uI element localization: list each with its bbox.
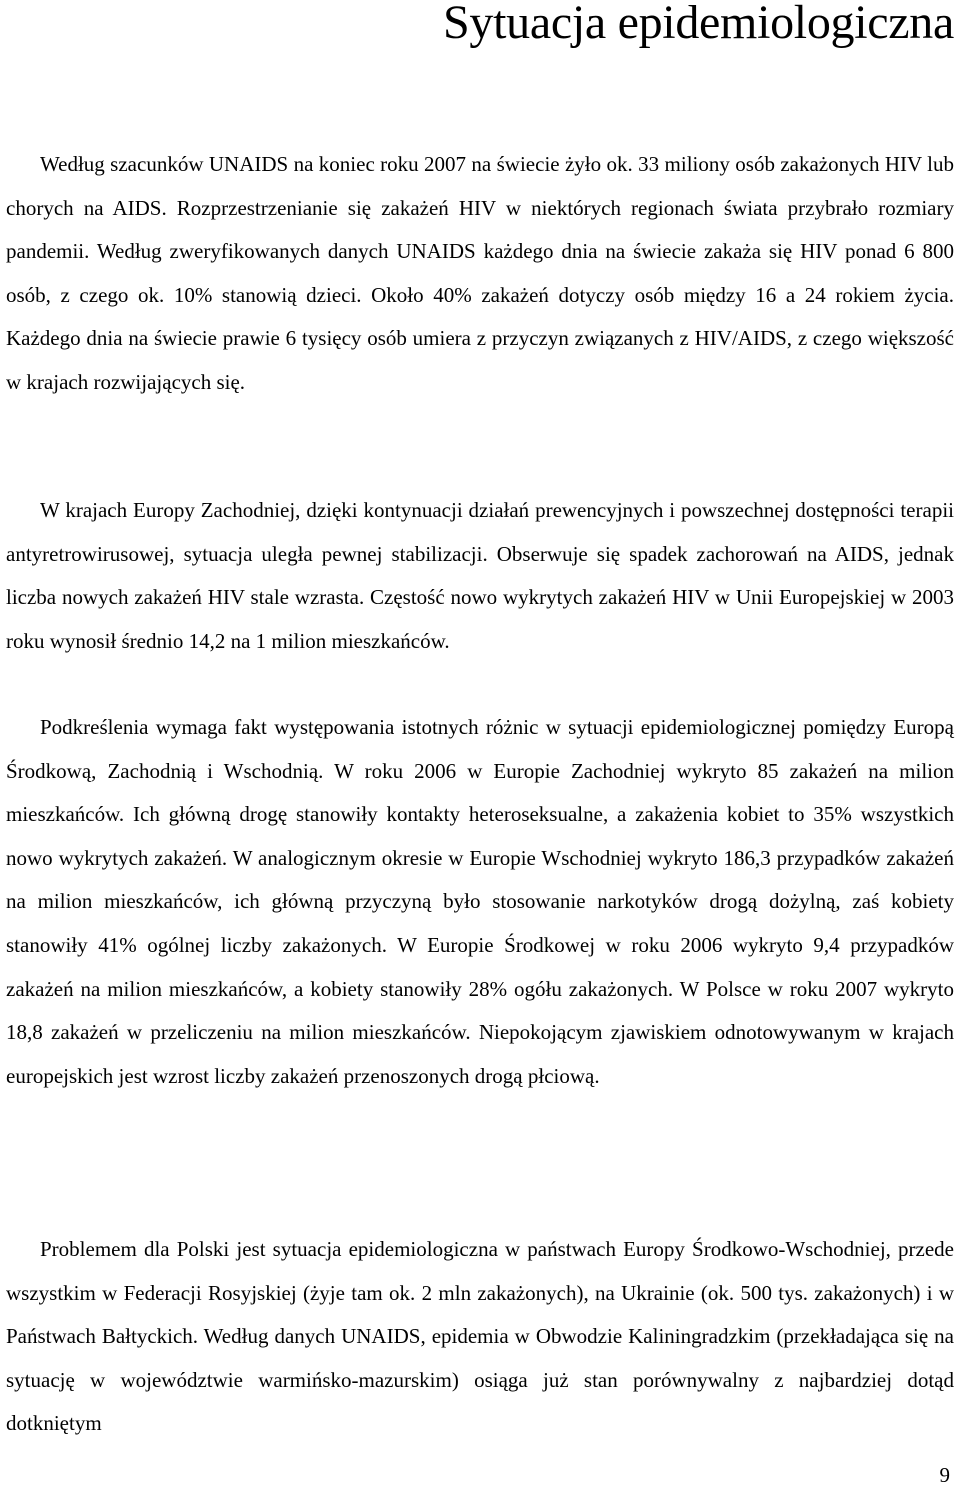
page-title: Sytuacja epidemiologiczna — [443, 0, 954, 49]
paragraph-western-europe: W krajach Europy Zachodniej, dzięki kontynuacji działań prewencyjnych i powszechnej dostępności terapii antyretrowirusowej, sytuacja uległa pewnej stabilizacji. Obserwuje się spadek zachorowań na AIDS, jednak liczba nowych zakażeń HIV stale wzrasta. Częstość nowo wykrytych zakażeń HIV w Unii Europejskiej w 2003 roku wynosił średnio 14,2 na 1 milion mieszkańców. — [6, 498, 954, 653]
paragraph-poland-problem: Problemem dla Polski jest sytuacja epidemiologiczna w państwach Europy Środkowo-Wschodniej, przede wszystkim w Federacji Rosyjskiej (żyje tam ok. 2 mln zakażonych), na Ukrainie (ok. 500 tys. zakażonych) i w Państwach Bałtyckich. Według danych UNAIDS, epidemia w Obwodzie Kaliningradzkim (przekładająca się na sytuację w województwie warmińsko-mazurskim) osiąga już stan porównywalny z najbardziej dotąd dotkniętym — [6, 1237, 954, 1436]
paragraph-global-situation: Według szacunków UNAIDS na koniec roku 2007 na świecie żyło ok. 33 miliony osób zakażonych HIV lub chorych na AIDS. Rozprzestrzenianie się zakażeń HIV w niektórych regionach świata przybrało rozmiary pandemii. Według zweryfikowanych danych UNAIDS każdego dnia na świecie zakaża się HIV ponad 6 800 osób, z czego ok. 10% stanowią dzieci. Około 40% zakażeń dotyczy osób między 16 a 24 rokiem życia. Każdego dnia na świecie prawie 6 tysięcy osób umiera z przyczyn związanych z HIV/AIDS, z czego większość w krajach rozwijających się. — [6, 152, 954, 394]
page-number: 9 — [939, 1463, 950, 1487]
paragraph-regional-differences: Podkreślenia wymaga fakt występowania istotnych różnic w sytuacji epidemiologicznej pomiędzy Europą Środkową, Zachodnią i Wschodnią. W roku 2006 w Europie Zachodniej wykryto 85 zakażeń na milion mieszkańców. Ich główną drogę stanowiły kontakty heteroseksualne, a zakażenia kobiet to 35% wszystkich nowo wykrytych zakażeń. W analogicznym okresie w Europie Wschodniej wykryto 186,3 przypadków zakażeń na milion mieszkańców, ich główną przyczyną było stosowanie narkotyków drogą dożylną, zaś kobiety stanowiły 41% ogólnej liczby zakażonych. W Europie Środkowej w roku 2006 wykryto 9,4 przypadków zakażeń na milion mieszkańców, a kobiety stanowiły 28% ogółu zakażonych. W Polsce w roku 2007 wykryto 18,8 zakażeń w przeliczeniu na milion mieszkańców. Niepokojącym zjawiskiem odnotowywanym w krajach europejskich jest wzrost liczby zakażeń przenoszonych drogą płciową. — [6, 715, 954, 1088]
